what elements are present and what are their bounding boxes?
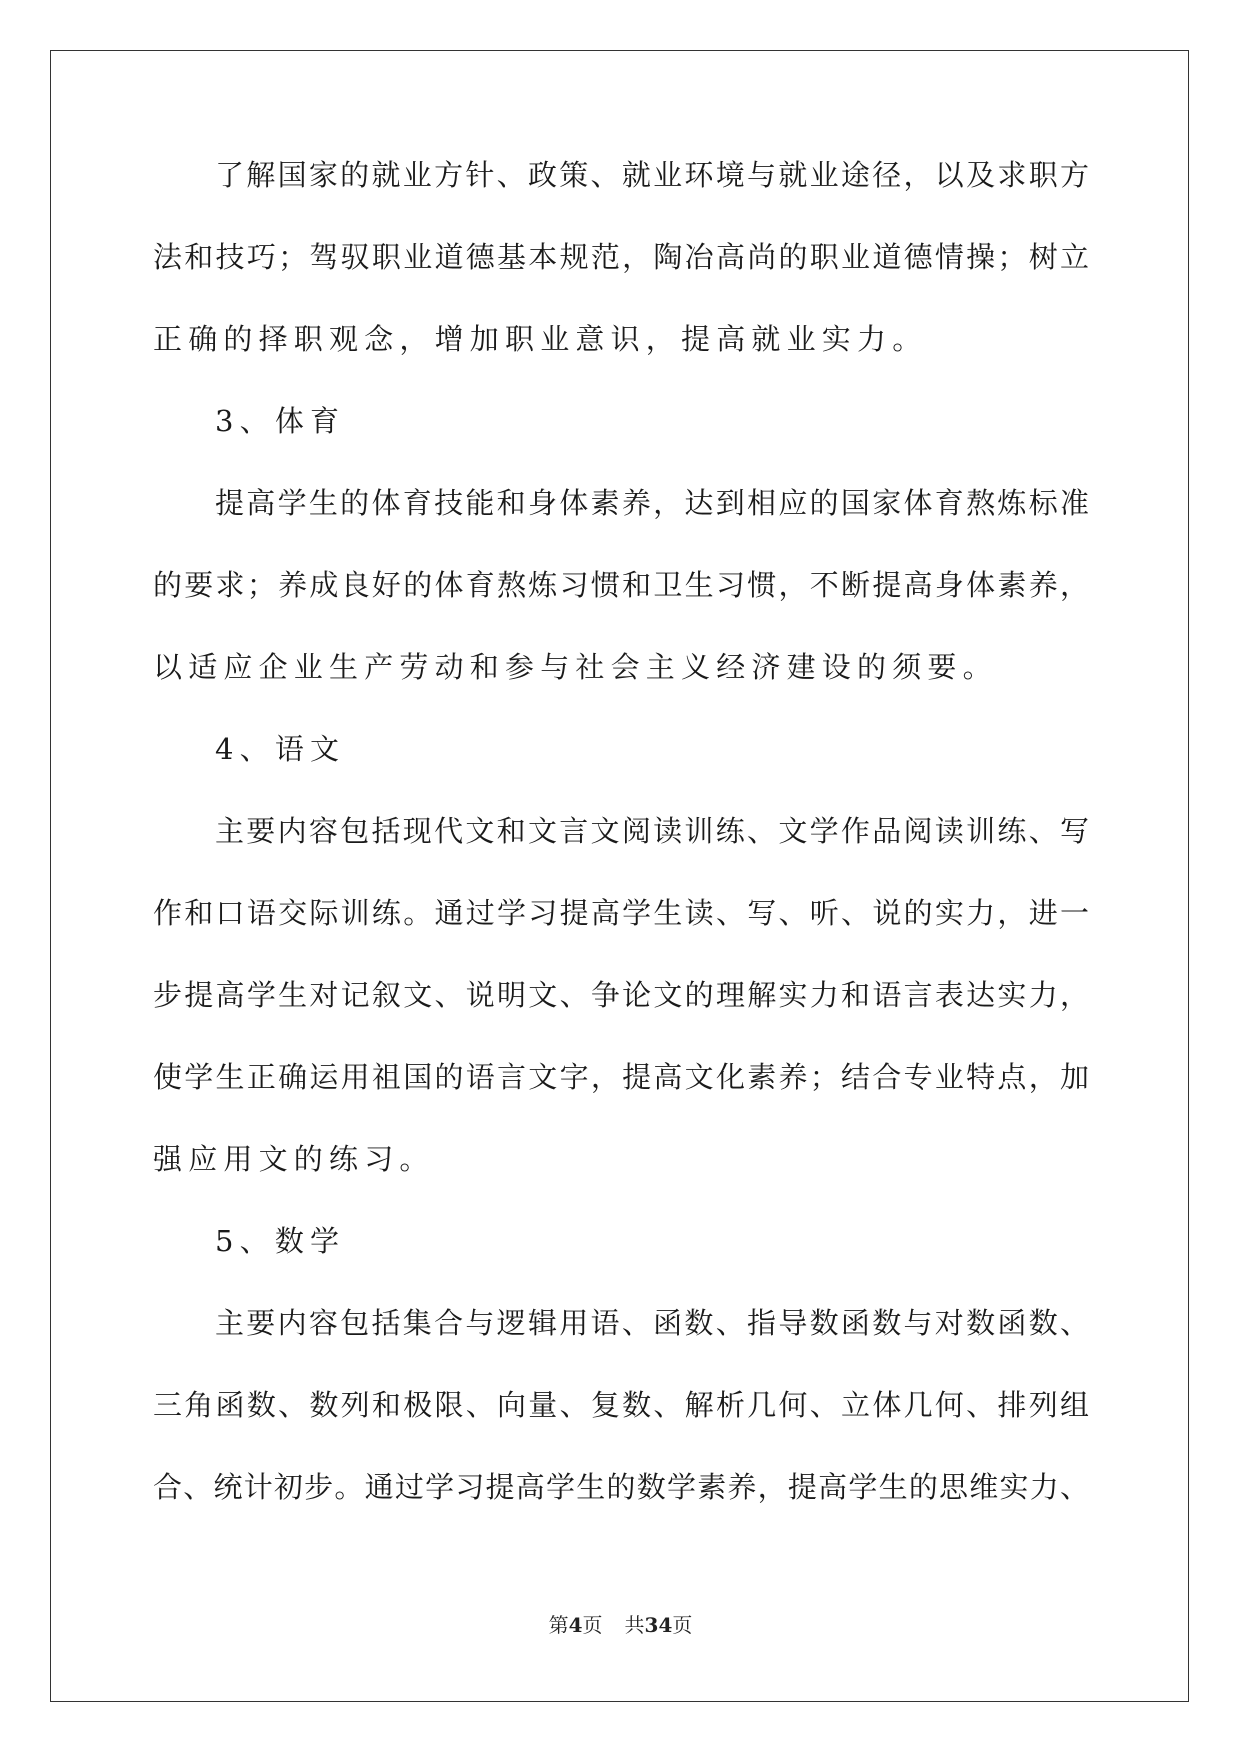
- text-line: 步提高学生对记叙文、说明文、争论文的理解实力和语言表达实力，: [153, 978, 1089, 1012]
- text-line: 主要内容包括现代文和文言文阅读训练、文学作品阅读训练、写: [215, 814, 1089, 848]
- text-line: 法和技巧；驾驭职业道德基本规范，陶冶高尚的职业道德情操；树立: [153, 240, 1089, 274]
- text-line: 三角函数、数列和极限、向量、复数、解析几何、立体几何、排列组: [153, 1388, 1089, 1422]
- text-line: 的要求；养成良好的体育熬炼习惯和卫生习惯，不断提高身体素养，: [153, 568, 1089, 602]
- page-prefix: 第: [548, 1613, 569, 1637]
- text-line: 作和口语交际训练。通过学习提高学生读、写、听、说的实力，进一: [153, 896, 1089, 930]
- total-pages: 34: [644, 1613, 673, 1637]
- section-heading: 4、语文: [215, 732, 346, 766]
- text-line: 提高学生的体育技能和身体素养，达到相应的国家体育熬炼标准: [215, 486, 1089, 520]
- section-heading: 5、数学: [215, 1224, 346, 1258]
- page-footer: [0, 1614, 1241, 1636]
- text-line: 使学生正确运用祖国的语言文字，提高文化素养；结合专业特点，加: [153, 1060, 1089, 1094]
- document-body: [153, 160, 1089, 1554]
- text-line: 正确的择职观念，增加职业意识，提高就业实力。: [153, 322, 928, 356]
- section-heading: 3、体育: [215, 404, 346, 438]
- text-line: 主要内容包括集合与逻辑用语、函数、指导数函数与对数函数、: [215, 1306, 1089, 1340]
- page-suffix: 页: [582, 1613, 603, 1637]
- text-line: 了解国家的就业方针、政策、就业环境与就业途径，以及求职方: [215, 158, 1089, 192]
- total-prefix: 共: [624, 1613, 645, 1637]
- text-line: 以适应企业生产劳动和参与社会主义经济建设的须要。: [153, 650, 998, 684]
- text-line: 强应用文的练习。: [153, 1142, 435, 1176]
- page-number: 4: [568, 1613, 583, 1637]
- total-suffix: 页: [672, 1613, 693, 1637]
- text-line: 合、统计初步。通过学习提高学生的数学素养，提高学生的思维实力、: [153, 1470, 1089, 1504]
